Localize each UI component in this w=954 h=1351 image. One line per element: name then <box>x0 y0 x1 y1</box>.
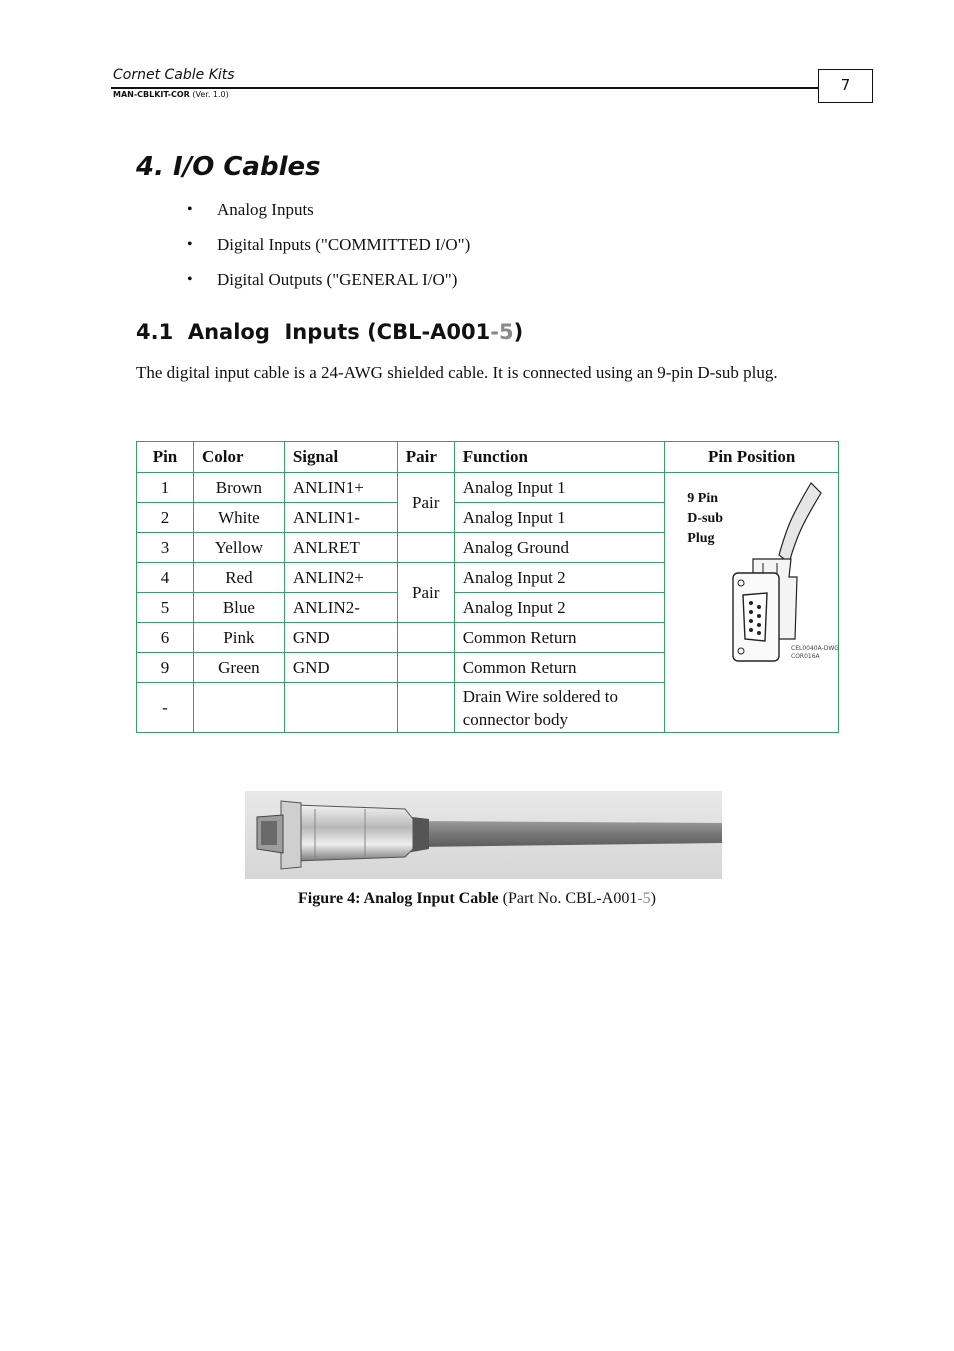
cell-color: White <box>193 503 284 533</box>
dsub-plug-drawing <box>679 477 840 667</box>
cell-function: Common Return <box>454 623 665 653</box>
cell-pin: 2 <box>137 503 194 533</box>
cell-pair <box>397 683 454 733</box>
caption-suffix: -5 <box>637 890 651 907</box>
list-item: • Digital Outputs ("GENERAL I/O") <box>187 268 470 303</box>
header-pair: Pair <box>397 442 454 473</box>
cell-function: Analog Input 1 <box>454 473 665 503</box>
pinout-table <box>136 441 839 733</box>
cell-color: Pink <box>193 623 284 653</box>
cell-function: Analog Input 1 <box>454 503 665 533</box>
doc-code: MAN-CBLKIT-COR <box>113 90 190 99</box>
document-id <box>113 90 229 99</box>
doc-version: (Ver. 1.0) <box>192 90 229 99</box>
cell-signal: ANLIN2+ <box>284 563 397 593</box>
cable-type-list <box>187 198 470 303</box>
cell-function: Analog Ground <box>454 533 665 563</box>
subsection-heading <box>136 320 523 344</box>
list-item: • Analog Inputs <box>187 198 470 233</box>
analog-input-cable-photo <box>245 791 722 879</box>
cell-function: Analog Input 2 <box>454 563 665 593</box>
cell-pair <box>397 623 454 653</box>
cell-signal: GND <box>284 623 397 653</box>
cell-color: Green <box>193 653 284 683</box>
caption-close: ) <box>650 890 656 907</box>
cell-color: Yellow <box>193 533 284 563</box>
pin-position-cell <box>665 473 839 733</box>
page-number: 7 <box>818 69 873 103</box>
cell-color: Red <box>193 563 284 593</box>
cell-color <box>193 683 284 733</box>
plug-label-line: D-sub <box>687 511 724 526</box>
cell-signal: GND <box>284 653 397 683</box>
cell-function: Drain Wire soldered to connector body <box>454 683 665 733</box>
cell-pin: 5 <box>137 593 194 623</box>
running-header-title: Cornet Cable Kits <box>113 67 235 83</box>
header-signal: Signal <box>284 442 397 473</box>
cell-color: Blue <box>193 593 284 623</box>
header-function: Function <box>454 442 665 473</box>
section-heading: 4. I/O Cables <box>136 152 321 182</box>
subsection-heading-suffix: -5 <box>490 320 514 344</box>
cell-pin: 6 <box>137 623 194 653</box>
cell-pair <box>397 533 454 563</box>
cell-pair: Pair <box>397 473 454 533</box>
figure-caption <box>0 890 954 908</box>
cell-function: Common Return <box>454 653 665 683</box>
cell-pin: - <box>137 683 194 733</box>
cell-signal: ANLRET <box>284 533 397 563</box>
subsection-heading-close: ) <box>513 320 524 344</box>
cable-description: The digital input cable is a 24-AWG shielded cable. It is connected using an 9-pin D-sub plug. <box>136 363 778 382</box>
table-row <box>137 473 839 503</box>
cell-signal <box>284 683 397 733</box>
plug-label-line: 9 Pin <box>687 491 719 506</box>
cell-pair: Pair <box>397 563 454 623</box>
cell-pair <box>397 653 454 683</box>
cell-pin: 9 <box>137 653 194 683</box>
cell-signal: ANLIN1- <box>284 503 397 533</box>
cell-pin: 3 <box>137 533 194 563</box>
list-item: • Digital Inputs ("COMMITTED I/O") <box>187 233 470 268</box>
plug-label-line: Plug <box>687 531 715 546</box>
cell-signal: ANLIN1+ <box>284 473 397 503</box>
cell-color: Brown <box>193 473 284 503</box>
caption-text: (Part No. CBL-A001 <box>498 890 638 907</box>
caption-label: Figure 4: Analog Input Cable <box>298 890 499 907</box>
header-pin-position: Pin Position <box>665 442 839 473</box>
drawing-ref: COR016A <box>791 653 820 660</box>
table-header-row <box>137 442 839 473</box>
cell-pin: 1 <box>137 473 194 503</box>
header-rule <box>111 87 819 89</box>
cell-signal: ANLIN2- <box>284 593 397 623</box>
subsection-heading-main: 4.1 Analog Inputs (CBL-A001 <box>136 320 491 344</box>
cell-pin: 4 <box>137 563 194 593</box>
cell-function: Analog Input 2 <box>454 593 665 623</box>
header-pin: Pin <box>137 442 194 473</box>
drawing-ref: CEL0040A-DWG <box>791 645 840 652</box>
header-color: Color <box>193 442 284 473</box>
